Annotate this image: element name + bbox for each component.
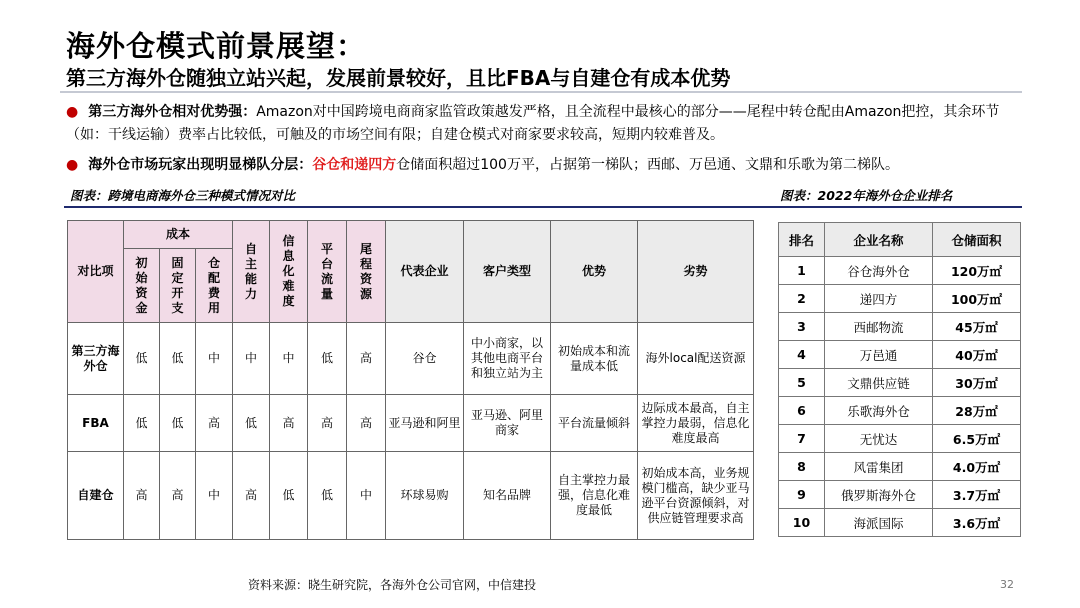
bullet-2-bold: 海外仓市场玩家出现明显梯队分层： bbox=[88, 157, 313, 173]
table-row bbox=[68, 323, 754, 395]
cell-value: 中 bbox=[347, 452, 386, 540]
area-cell bbox=[933, 257, 1021, 285]
area-cell bbox=[933, 425, 1021, 453]
header-it-difficulty: 信息化难度 bbox=[282, 234, 295, 308]
cell-value: 低 bbox=[124, 395, 160, 452]
row-name: FBA bbox=[68, 395, 124, 452]
bullet-2-text: 仓储面积超过100万平，占据第一梯队；西邮、万邑通、文鼎和乐歌为第二梯队。 bbox=[396, 157, 899, 173]
table-row bbox=[779, 285, 1021, 313]
area-unit: 万㎡ bbox=[977, 291, 1003, 307]
area-unit: 万㎡ bbox=[972, 319, 998, 335]
page-title: 海外仓模式前景展望： bbox=[66, 29, 367, 63]
bullet-2-highlight: 谷仓和递四方 bbox=[312, 157, 397, 173]
table-row bbox=[68, 395, 754, 452]
company-cell: 万邑通 bbox=[825, 341, 933, 369]
cell-value: 高 bbox=[347, 323, 386, 395]
header-rank: 排名 bbox=[779, 223, 825, 257]
header-initial-capital: 初始资金 bbox=[135, 255, 148, 315]
header-disadvantage: 劣势 bbox=[638, 221, 754, 323]
area-unit: 万㎡ bbox=[977, 263, 1003, 279]
header-autonomy: 自主能力 bbox=[244, 241, 257, 301]
table-row bbox=[779, 481, 1021, 509]
header-storage-area: 仓储面积 bbox=[933, 223, 1021, 257]
cell-advantage: 初始成本和流量成本低 bbox=[551, 323, 638, 395]
cell-value: 低 bbox=[270, 452, 308, 540]
area-cell bbox=[933, 453, 1021, 481]
cell-disadvantage: 初始成本高，业务规模门槛高，缺少亚马逊平台资源倾斜，对供应链管理要求高 bbox=[638, 452, 754, 540]
cell-value: 高 bbox=[270, 395, 308, 452]
cell-customer: 知名品牌 bbox=[464, 452, 551, 540]
page-number: 32 bbox=[1000, 578, 1014, 591]
caption-ranking: 图表：2022年海外仓企业排名 bbox=[780, 188, 953, 203]
cell-value: 高 bbox=[308, 395, 347, 452]
cell-value: 高 bbox=[233, 452, 270, 540]
rank-cell: 1 bbox=[779, 257, 825, 285]
cell-value: 高 bbox=[160, 452, 196, 540]
title-divider bbox=[60, 91, 1022, 93]
area-cell bbox=[933, 369, 1021, 397]
rank-cell: 8 bbox=[779, 453, 825, 481]
area-value: 40 bbox=[955, 347, 973, 363]
cell-value: 低 bbox=[160, 395, 196, 452]
area-value: 3.6 bbox=[952, 515, 976, 531]
cell-value: 低 bbox=[308, 452, 347, 540]
table-row bbox=[779, 313, 1021, 341]
table-row bbox=[68, 452, 754, 540]
bullet-1-bold: 第三方海外仓相对优势强： bbox=[88, 104, 257, 120]
cell-customer: 中小商家，以其他电商平台和独立站为主 bbox=[464, 323, 551, 395]
area-cell bbox=[933, 397, 1021, 425]
area-unit: 万㎡ bbox=[972, 403, 998, 419]
cell-company: 亚马逊和阿里 bbox=[386, 395, 464, 452]
company-cell: 海派国际 bbox=[825, 509, 933, 537]
company-cell: 谷仓海外仓 bbox=[825, 257, 933, 285]
area-value: 28 bbox=[955, 403, 973, 419]
table-row bbox=[779, 397, 1021, 425]
area-cell bbox=[933, 509, 1021, 537]
caption-rule bbox=[64, 206, 1022, 208]
cell-value: 高 bbox=[196, 395, 233, 452]
cell-value: 中 bbox=[233, 323, 270, 395]
rank-cell: 2 bbox=[779, 285, 825, 313]
cell-company: 谷仓 bbox=[386, 323, 464, 395]
row-name: 第三方海外仓 bbox=[68, 323, 124, 395]
area-unit: 万㎡ bbox=[975, 515, 1001, 531]
area-unit: 万㎡ bbox=[972, 347, 998, 363]
row-name: 自建仓 bbox=[68, 452, 124, 540]
rank-cell: 3 bbox=[779, 313, 825, 341]
cell-value: 高 bbox=[347, 395, 386, 452]
area-value: 100 bbox=[950, 291, 978, 307]
company-cell: 乐歌海外仓 bbox=[825, 397, 933, 425]
area-unit: 万㎡ bbox=[975, 431, 1001, 447]
company-cell: 西邮物流 bbox=[825, 313, 933, 341]
company-cell: 俄罗斯海外仓 bbox=[825, 481, 933, 509]
cell-value: 高 bbox=[124, 452, 160, 540]
cell-value: 低 bbox=[233, 395, 270, 452]
cell-value: 低 bbox=[308, 323, 347, 395]
area-value: 3.7 bbox=[952, 487, 976, 503]
table-row bbox=[779, 369, 1021, 397]
area-value: 30 bbox=[955, 375, 973, 391]
comparison-table bbox=[67, 220, 754, 540]
table-row bbox=[779, 341, 1021, 369]
cell-value: 低 bbox=[160, 323, 196, 395]
header-platform-traffic: 平台流量 bbox=[320, 241, 333, 301]
bullet-dot-icon: ● bbox=[66, 104, 79, 120]
cell-value: 中 bbox=[196, 452, 233, 540]
cell-value: 中 bbox=[196, 323, 233, 395]
header-warehouse-fee: 仓配费用 bbox=[207, 255, 220, 315]
ranking-table bbox=[778, 222, 1021, 537]
cell-value: 中 bbox=[270, 323, 308, 395]
area-value: 4.0 bbox=[952, 459, 976, 475]
header-company-name: 企业名称 bbox=[825, 223, 933, 257]
bullet-1-text: Amazon对中国跨境电商商家监管政策越发严格，且全流程中最核心的部分——尾程中转仓配由Amazon把控，其余环节（如：干线运输）费率占比较低，可触及的市场空间有限；自建仓模式对商家要求较高，短期内较难普及。 bbox=[66, 104, 1000, 143]
area-unit: 万㎡ bbox=[975, 487, 1001, 503]
page-subtitle: 第三方海外仓随独立站兴起，发展前景较好，且比FBA与自建仓有成本优势 bbox=[66, 66, 731, 90]
company-cell: 文鼎供应链 bbox=[825, 369, 933, 397]
rank-cell: 7 bbox=[779, 425, 825, 453]
rank-cell: 5 bbox=[779, 369, 825, 397]
header-advantage: 优势 bbox=[551, 221, 638, 323]
table-row bbox=[779, 425, 1021, 453]
area-unit: 万㎡ bbox=[972, 375, 998, 391]
rank-cell: 6 bbox=[779, 397, 825, 425]
bullet-1 bbox=[66, 101, 1022, 147]
rank-cell: 9 bbox=[779, 481, 825, 509]
table-row bbox=[779, 453, 1021, 481]
area-cell bbox=[933, 481, 1021, 509]
area-cell bbox=[933, 341, 1021, 369]
company-cell: 递四方 bbox=[825, 285, 933, 313]
header-company: 代表企业 bbox=[386, 221, 464, 323]
rank-cell: 4 bbox=[779, 341, 825, 369]
area-unit: 万㎡ bbox=[975, 459, 1001, 475]
table-row bbox=[779, 509, 1021, 537]
bullet-2 bbox=[66, 154, 1022, 177]
area-cell bbox=[933, 285, 1021, 313]
header-item: 对比项 bbox=[68, 221, 124, 323]
cell-advantage: 平台流量倾斜 bbox=[551, 395, 638, 452]
area-value: 6.5 bbox=[952, 431, 976, 447]
caption-comparison: 图表：跨境电商海外仓三种模式情况对比 bbox=[70, 188, 296, 203]
header-last-mile: 尾程资源 bbox=[359, 241, 372, 301]
area-value: 120 bbox=[950, 263, 978, 279]
header-customer: 客户类型 bbox=[464, 221, 551, 323]
cell-advantage: 自主掌控力最强，信息化难度最低 bbox=[551, 452, 638, 540]
cell-value: 低 bbox=[124, 323, 160, 395]
table-row bbox=[779, 257, 1021, 285]
company-cell: 无忧达 bbox=[825, 425, 933, 453]
area-value: 45 bbox=[955, 319, 973, 335]
cell-company: 环球易购 bbox=[386, 452, 464, 540]
area-cell bbox=[933, 313, 1021, 341]
bullet-dot-icon: ● bbox=[66, 157, 79, 173]
header-fixed-expense: 固定开支 bbox=[171, 255, 184, 315]
rank-cell: 10 bbox=[779, 509, 825, 537]
source-note: 资料来源：晓生研究院，各海外仓公司官网，中信建投 bbox=[248, 578, 537, 592]
company-cell: 风雷集团 bbox=[825, 453, 933, 481]
cell-customer: 亚马逊、阿里商家 bbox=[464, 395, 551, 452]
cell-disadvantage: 海外local配送资源 bbox=[638, 323, 754, 395]
cell-disadvantage: 边际成本最高，自主掌控力最弱，信息化难度最高 bbox=[638, 395, 754, 452]
header-cost-group: 成本 bbox=[124, 221, 233, 249]
